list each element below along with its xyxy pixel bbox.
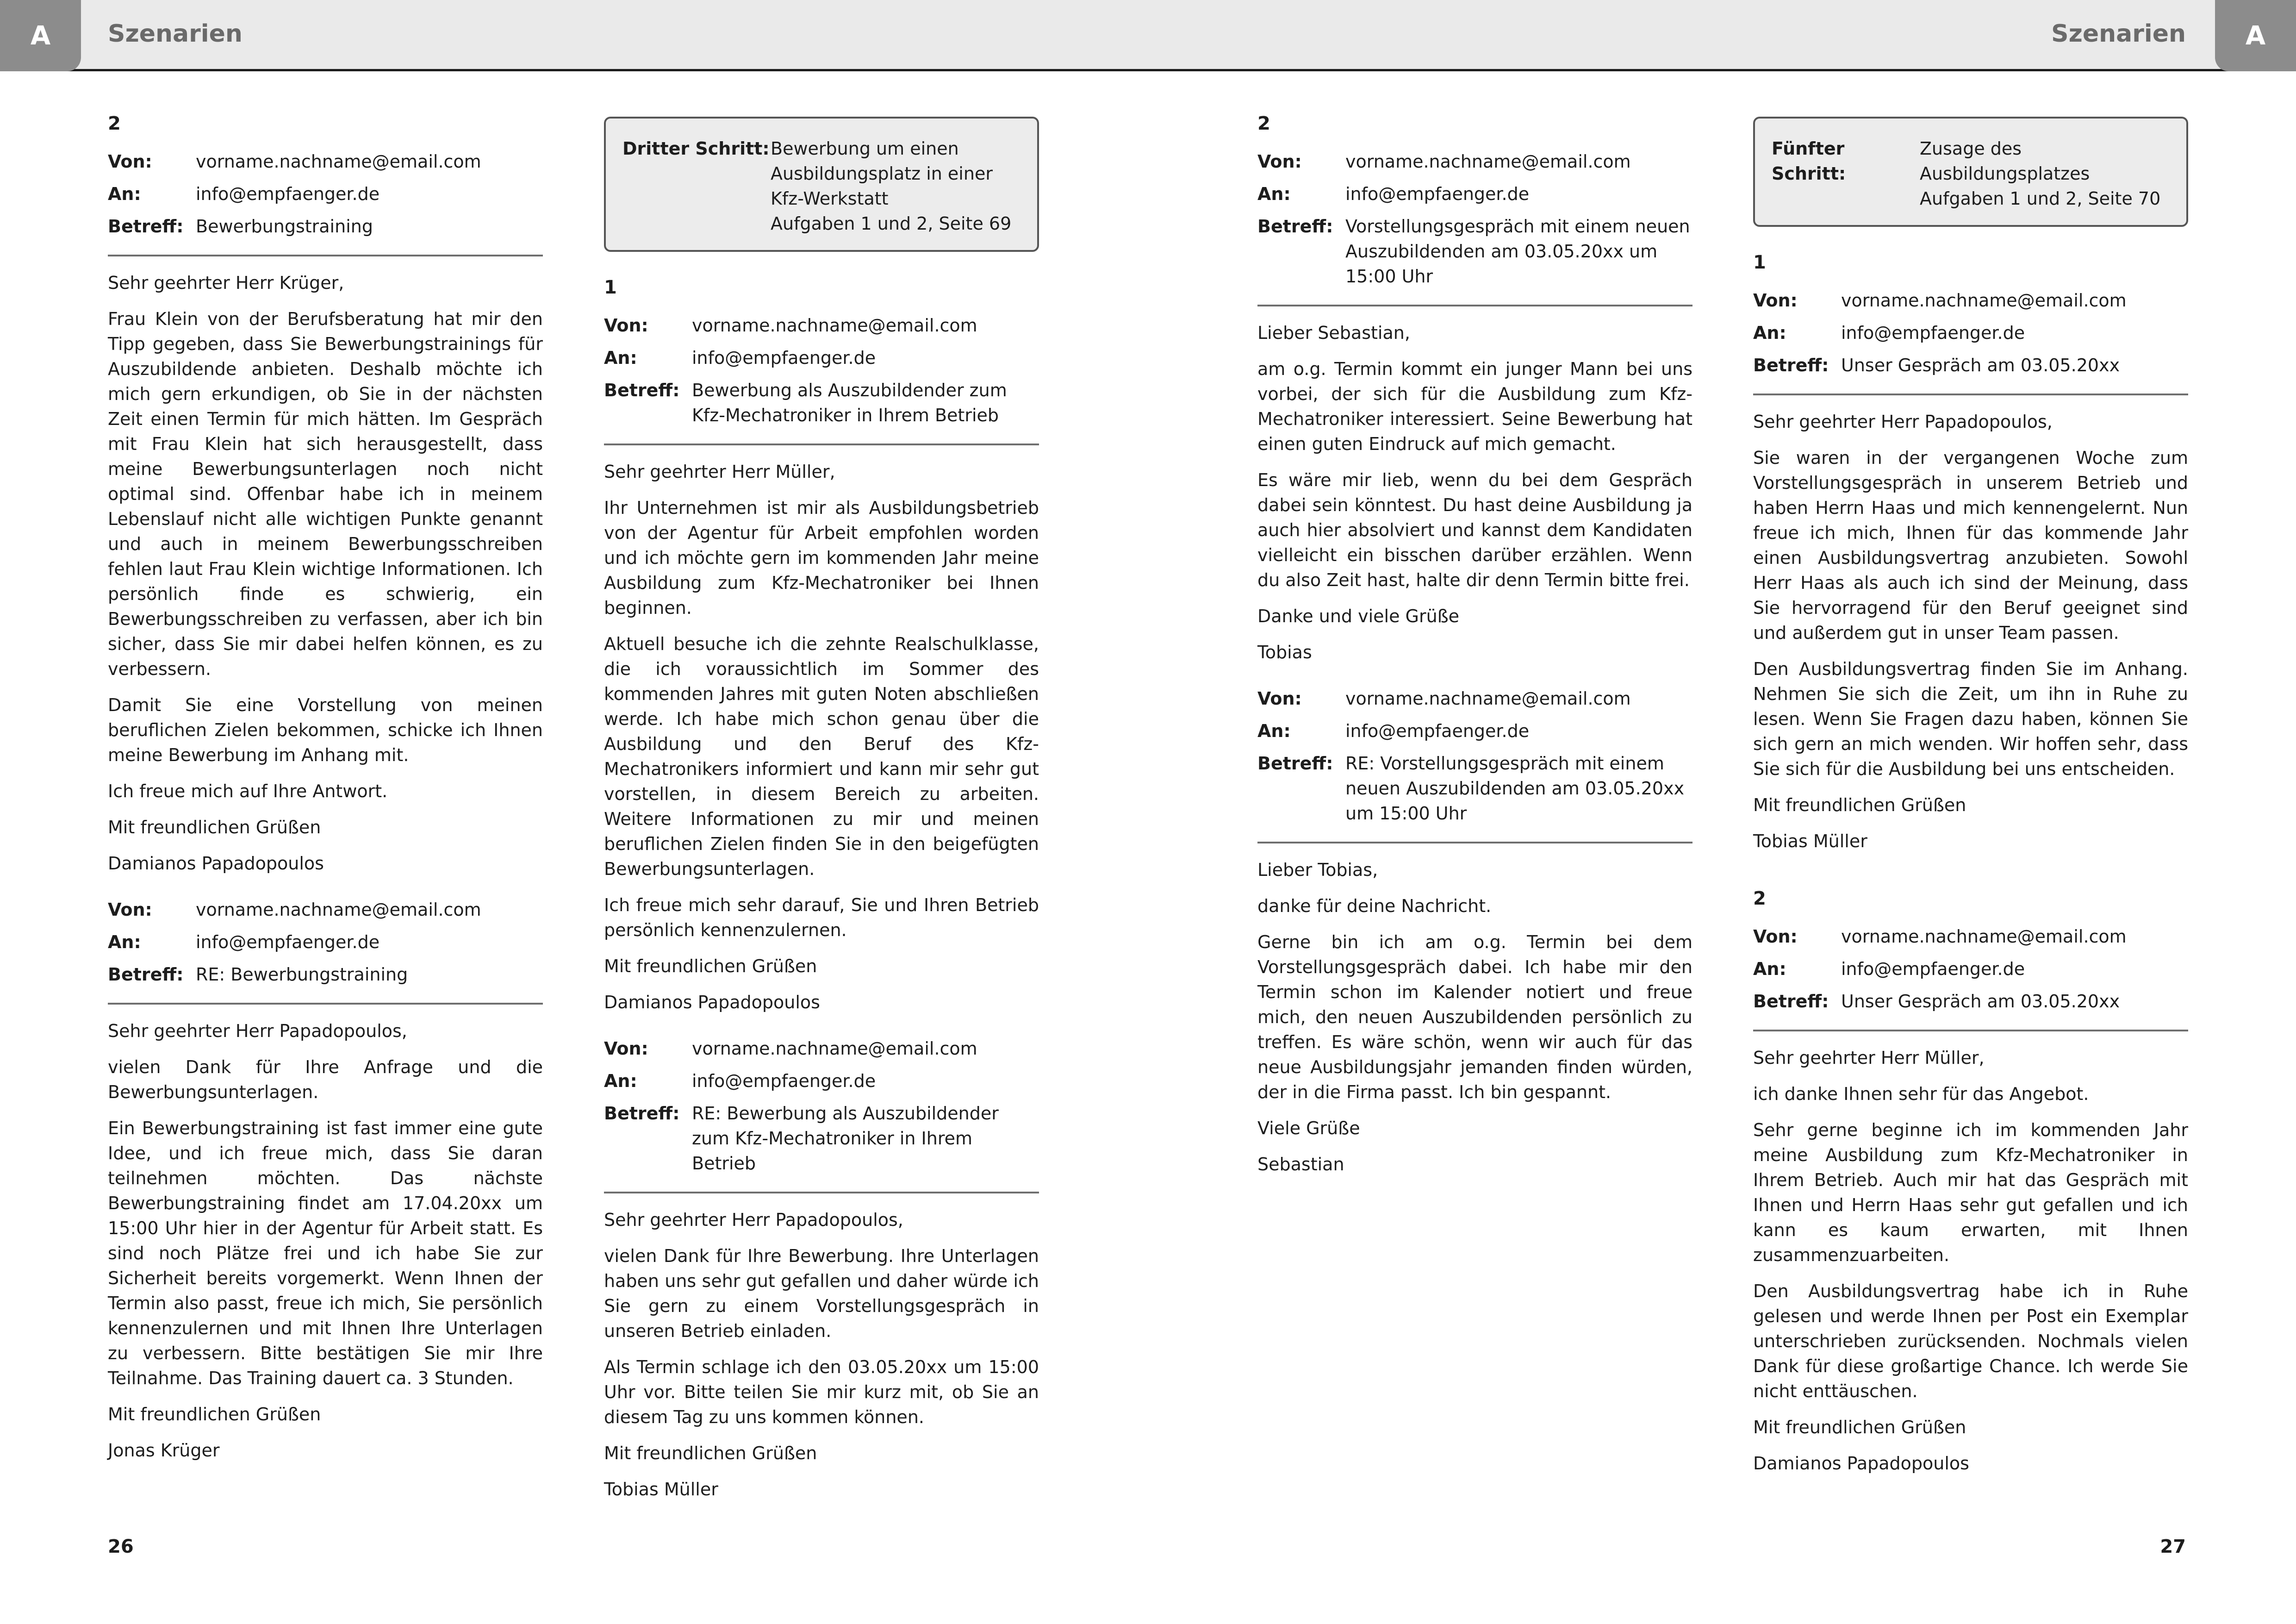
subject-row xyxy=(1257,214,1692,289)
from-value: vorname.nachname@email.com xyxy=(1345,151,1631,172)
subject-value: Unser Gespräch am 03.05.20xx xyxy=(1841,991,2120,1012)
subject-label: Betreff: xyxy=(1257,216,1333,237)
step-text: Zusage des Ausbildungsplatzes Aufgaben 1 und 2, Seite 70 xyxy=(1920,138,2161,209)
subject-row xyxy=(108,214,543,239)
email-header xyxy=(1753,288,2188,395)
signature: Tobias xyxy=(1257,642,1312,662)
from-label: Von: xyxy=(108,151,152,172)
subject-row xyxy=(1753,353,2188,378)
from-row xyxy=(1257,149,1692,174)
from-value: vorname.nachname@email.com xyxy=(692,1038,977,1059)
to-value: info@empfaenger.de xyxy=(196,932,380,952)
subject-label: Betreff: xyxy=(1753,991,1829,1012)
email-header xyxy=(604,313,1039,445)
to-label: An: xyxy=(108,932,141,952)
from-label: Von: xyxy=(604,315,648,336)
to-row xyxy=(604,345,1039,370)
to-label: An: xyxy=(1257,184,1291,204)
from-value: vorname.nachname@email.com xyxy=(1841,926,2127,947)
email-header xyxy=(1257,149,1692,306)
subject-value: Vorstellungsgespräch mit einem neuen Auszubildenden am 03.05.20xx um 15:00 Uhr xyxy=(1345,216,1690,287)
from-label: Von: xyxy=(1257,688,1302,709)
paragraph: ich danke Ihnen sehr für das Angebot. xyxy=(1753,1084,2089,1104)
subject-row xyxy=(604,1101,1039,1176)
from-label: Von: xyxy=(1753,290,1798,311)
to-row xyxy=(1753,956,2188,981)
subject-label: Betreff: xyxy=(108,216,184,237)
page-header xyxy=(0,0,2296,71)
salutation: Sehr geehrter Herr Müller, xyxy=(604,462,835,482)
to-label: An: xyxy=(1753,959,1786,979)
subject-value: Unser Gespräch am 03.05.20xx xyxy=(1841,355,2120,375)
to-label: An: xyxy=(1753,323,1786,343)
chapter-tab-right: A xyxy=(2215,0,2296,71)
subject-value: RE: Vorstellungsgespräch mit einem neuen Auszubildenden am 03.05.20xx um 15:00 Uhr xyxy=(1345,753,1685,824)
to-label: An: xyxy=(604,348,637,368)
from-row xyxy=(604,1036,1039,1061)
to-row xyxy=(108,930,543,955)
salutation: Sehr geehrter Herr Müller, xyxy=(1753,1048,1985,1068)
section-title-left: Szenarien xyxy=(108,20,243,48)
email-header xyxy=(1753,924,2188,1031)
salutation: Lieber Sebastian, xyxy=(1257,323,1410,343)
to-value: info@empfaenger.de xyxy=(692,348,876,368)
closing: Mit freundlichen Grüßen xyxy=(108,817,321,837)
section-title-right: Szenarien xyxy=(2051,20,2186,48)
signature: Damianos Papadopoulos xyxy=(1753,1453,1969,1474)
closing: Mit freundlichen Grüßen xyxy=(1753,795,1966,815)
signature: Jonas Krüger xyxy=(108,1440,220,1461)
paragraph: Den Ausbildungsvertrag finden Sie im Anhang. Nehmen Sie sich die Zeit, um ihn in Ruhe zu lesen. Wenn Sie Fragen dazu haben, können Sie sich gern an mich wenden. Wir hoffen sehr, dass Sie sich für die Ausbildung bei uns entscheiden. xyxy=(1753,659,2188,779)
task-number: 2 xyxy=(1257,113,1270,134)
to-value: info@empfaenger.de xyxy=(1345,184,1530,204)
from-value: vorname.nachname@email.com xyxy=(1345,688,1631,709)
to-row xyxy=(1257,181,1692,206)
step-label: Fünfter Schritt: xyxy=(1772,138,1846,184)
paragraph: Den Ausbildungsvertrag habe ich in Ruhe gelesen und werde Ihnen per Post ein Exemplar unterschrieben zurücksenden. Nochmals vielen Dank für diese großartige Chance. Ich werde Sie nicht enttäuschen. xyxy=(1753,1281,2188,1401)
to-label: An: xyxy=(1257,721,1291,741)
chapter-tab-left: A xyxy=(0,0,81,71)
step-box xyxy=(604,117,1039,252)
paragraph: Ein Bewerbungstraining ist fast immer eine gute Idee, und ich freue mich, dass Sie daran teilnehmen möchten. Das nächste Bewerbungstraining findet am 17.04.20xx um 15:00 Uhr hier in der Agentur für Arbeit statt. Es sind noch Plätze frei und ich habe Sie zur Sicherheit bereits vorgemerkt. Wenn Ihnen der Termin also passt, freue ich mich, Sie persönlich kennenzulernen und mit Ihnen Ihre Unterlagen zu verbessern. Bitte bestätigen Sie mir Ihre Teilnahme. Das Training dauert ca. 3 Stunden. xyxy=(108,1118,543,1388)
column-3 xyxy=(1257,111,1692,1188)
from-label: Von: xyxy=(1257,151,1302,172)
from-label: Von: xyxy=(1753,926,1798,947)
subject-value: RE: Bewerbungstraining xyxy=(196,964,408,985)
to-row xyxy=(604,1068,1039,1093)
signature: Tobias Müller xyxy=(604,1479,718,1499)
to-label: An: xyxy=(108,184,141,204)
paragraph: Es wäre mir lieb, wenn du bei dem Gespräch dabei sein könntest. Du hast deine Ausbildung ja auch hier absolviert und kannst dem Kandidaten vielleicht ein bisschen darüber erzählen. Wenn du also Zeit hast, halte dir denn Termin bitte frei. xyxy=(1257,470,1692,590)
paragraph: vielen Dank für Ihre Bewerbung. Ihre Unterlagen haben uns sehr gut gefallen und daher würde ich Sie gern zu einem Vorstellungsgespräch in unseren Betrieb einladen. xyxy=(604,1246,1039,1341)
task-number: 2 xyxy=(1753,888,1766,909)
to-value: info@empfaenger.de xyxy=(1841,323,2025,343)
task-number: 1 xyxy=(1753,252,1766,273)
closing: Mit freundlichen Grüßen xyxy=(604,1443,817,1463)
closing: Viele Grüße xyxy=(1257,1118,1360,1138)
from-row xyxy=(1753,924,2188,949)
subject-value: Bewerbungstraining xyxy=(196,216,373,237)
paragraph: Sehr gerne beginne ich im kommenden Jahr meine Ausbildung zum Kfz-Mechatroniker in Ihrem Betrieb. Auch mir hat das Gespräch mit Ihnen und Herrn Haas sehr gut gefallen und ich kann es kaum erwarten, mit Ihnen zusammenzuarbeiten. xyxy=(1753,1120,2188,1265)
from-row xyxy=(1753,288,2188,313)
closing: Danke und viele Grüße xyxy=(1257,606,1460,626)
paragraph: Frau Klein von der Berufsberatung hat mir den Tipp gegeben, dass Sie Bewerbungstrainings für Auszubildende anbieten. Deshalb möchte ich mich gern erkundigen, ob Sie in der nächsten Zeit einen Termin für mich hätten. Im Gespräch mit Frau Klein hat sich herausgestellt, dass meine Bewerbungsunterlagen noch nicht optimal sind. Offenbar habe ich in meinem Lebenslauf nicht alle wichtigen Punkte genannt und auch in meinem Bewerbungsschreiben fehlen laut Frau Klein wichtige Informationen. Ich persönlich finde es schwierig, ein Bewerbungsschreiben zu verfassen, aber ich bin sicher, dass Sie mir dabei helfen können, es zu verbessern. xyxy=(108,309,543,679)
email-header xyxy=(604,1036,1039,1193)
column-4 xyxy=(1753,117,2188,1487)
from-value: vorname.nachname@email.com xyxy=(1841,290,2127,311)
from-row xyxy=(108,149,543,174)
from-value: vorname.nachname@email.com xyxy=(196,151,481,172)
from-value: vorname.nachname@email.com xyxy=(692,315,977,336)
signature: Damianos Papadopoulos xyxy=(604,992,820,1012)
paragraph: danke für deine Nachricht. xyxy=(1257,896,1492,916)
to-value: info@empfaenger.de xyxy=(1345,721,1530,741)
paragraph: Aktuell besuche ich die zehnte Realschulklasse, die ich voraussichtlich im Sommer des kommenden Jahres mit guten Noten abschließen werde. Ich habe mich schon genau über die Ausbildung und den Beruf des Kfz-Mechatronikers informiert und kann mir sehr gut vorstellen, in diesem Bereich zu arbeiten. Weitere Informationen zu mir und meinen beruflichen Zielen finden Sie in den beigefügten Bewerbungsunterlagen. xyxy=(604,634,1039,879)
to-value: info@empfaenger.de xyxy=(692,1071,876,1091)
email-header xyxy=(108,149,543,256)
salutation: Sehr geehrter Herr Papadopoulos, xyxy=(108,1021,407,1041)
from-label: Von: xyxy=(108,899,152,920)
email-header xyxy=(1257,686,1692,843)
subject-label: Betreff: xyxy=(108,964,184,985)
paragraph: Als Termin schlage ich den 03.05.20xx um 15:00 Uhr vor. Bitte teilen Sie mir kurz mit, ob Sie an diesem Tag zu uns kommen können. xyxy=(604,1357,1039,1427)
salutation: Lieber Tobias, xyxy=(1257,860,1378,880)
from-label: Von: xyxy=(604,1038,648,1059)
paragraph: vielen Dank für Ihre Anfrage und die Bewerbungsunterlagen. xyxy=(108,1057,543,1102)
from-row xyxy=(604,313,1039,338)
to-row xyxy=(108,181,543,206)
subject-label: Betreff: xyxy=(604,380,680,400)
subject-value: RE: Bewerbung als Auszubildender zum Kfz-Mechatroniker in Ihrem Betrieb xyxy=(692,1103,999,1174)
subject-label: Betreff: xyxy=(604,1103,680,1124)
step-text: Bewerbung um einen Ausbildungsplatz in einer Kfz-Werkstatt Aufgaben 1 und 2, Seite 69 xyxy=(771,138,1012,234)
to-row xyxy=(1753,320,2188,345)
step-box xyxy=(1753,117,2188,227)
paragraph: Sie waren in der vergangenen Woche zum Vorstellungsgespräch in unserem Betrieb und haben Herrn Haas und mich kennengelernt. Nun freue ich mich, Ihnen für das kommende Jahr einen Ausbildungsvertrag anzubieten. Sowohl Herr Haas als auch ich sind der Meinung, dass Sie hervorragend für den Beruf geeignet sind und außerdem gut in unser Team passen. xyxy=(1753,448,2188,643)
subject-row xyxy=(1753,989,2188,1014)
from-value: vorname.nachname@email.com xyxy=(196,899,481,920)
page-number-left: 26 xyxy=(108,1536,134,1557)
paragraph: Damit Sie eine Vorstellung von meinen beruflichen Zielen bekommen, schicke ich Ihnen meine Bewerbung im Anhang mit. xyxy=(108,695,543,765)
column-2 xyxy=(604,117,1039,1513)
subject-row xyxy=(1257,751,1692,826)
to-label: An: xyxy=(604,1071,637,1091)
to-value: info@empfaenger.de xyxy=(1841,959,2025,979)
subject-label: Betreff: xyxy=(1257,753,1333,774)
paragraph: am o.g. Termin kommt ein junger Mann bei uns vorbei, der sich für die Ausbildung zum Kfz-Mechatroniker interessiert. Seine Bewerbung hat einen guten Eindruck auf mich gemacht. xyxy=(1257,359,1692,454)
closing: Mit freundlichen Grüßen xyxy=(1753,1417,1966,1437)
salutation: Sehr geehrter Herr Krüger, xyxy=(108,273,344,293)
paragraph: Ich freue mich sehr darauf, Sie und Ihren Betrieb persönlich kennenzulernen. xyxy=(604,895,1039,940)
from-row xyxy=(108,897,543,922)
subject-value: Bewerbung als Auszubildender zum Kfz-Mechatroniker in Ihrem Betrieb xyxy=(692,380,1007,425)
task-number: 1 xyxy=(604,277,617,298)
from-row xyxy=(1257,686,1692,711)
paragraph: Gerne bin ich am o.g. Termin bei dem Vorstellungsgespräch dabei. Ich habe mir den Termin schon im Kalender notiert und freue mich, den neuen Auszubildenden persönlich zu treffen. Es wäre schön, wenn wir auch für das neue Ausbildungsjahr jemanden finden würden, der in die Firma passt. Ich bin gespannt. xyxy=(1257,932,1692,1102)
signature: Damianos Papadopoulos xyxy=(108,853,324,874)
step-label: Dritter Schritt: xyxy=(622,138,770,159)
salutation: Sehr geehrter Herr Papadopoulos, xyxy=(604,1210,903,1230)
signature: Tobias Müller xyxy=(1753,831,1867,851)
paragraph: Ich freue mich auf Ihre Antwort. xyxy=(108,781,388,801)
task-number: 2 xyxy=(108,113,121,134)
closing: Mit freundlichen Grüßen xyxy=(108,1404,321,1424)
paragraph: Ihr Unternehmen ist mir als Ausbildungsbetrieb von der Agentur für Arbeit empfohlen worden und ich möchte gern im kommenden Jahr meine Ausbildung zum Kfz-Mechatroniker bei Ihnen beginnen. xyxy=(604,498,1039,618)
subject-row xyxy=(604,378,1039,428)
column-1 xyxy=(108,111,543,1474)
subject-row xyxy=(108,962,543,987)
to-value: info@empfaenger.de xyxy=(196,184,380,204)
signature: Sebastian xyxy=(1257,1154,1344,1174)
to-row xyxy=(1257,718,1692,743)
closing: Mit freundlichen Grüßen xyxy=(604,956,817,976)
subject-label: Betreff: xyxy=(1753,355,1829,375)
email-header xyxy=(108,897,543,1005)
salutation: Sehr geehrter Herr Papadopoulos, xyxy=(1753,412,2053,432)
page-number-right: 27 xyxy=(2160,1536,2186,1557)
